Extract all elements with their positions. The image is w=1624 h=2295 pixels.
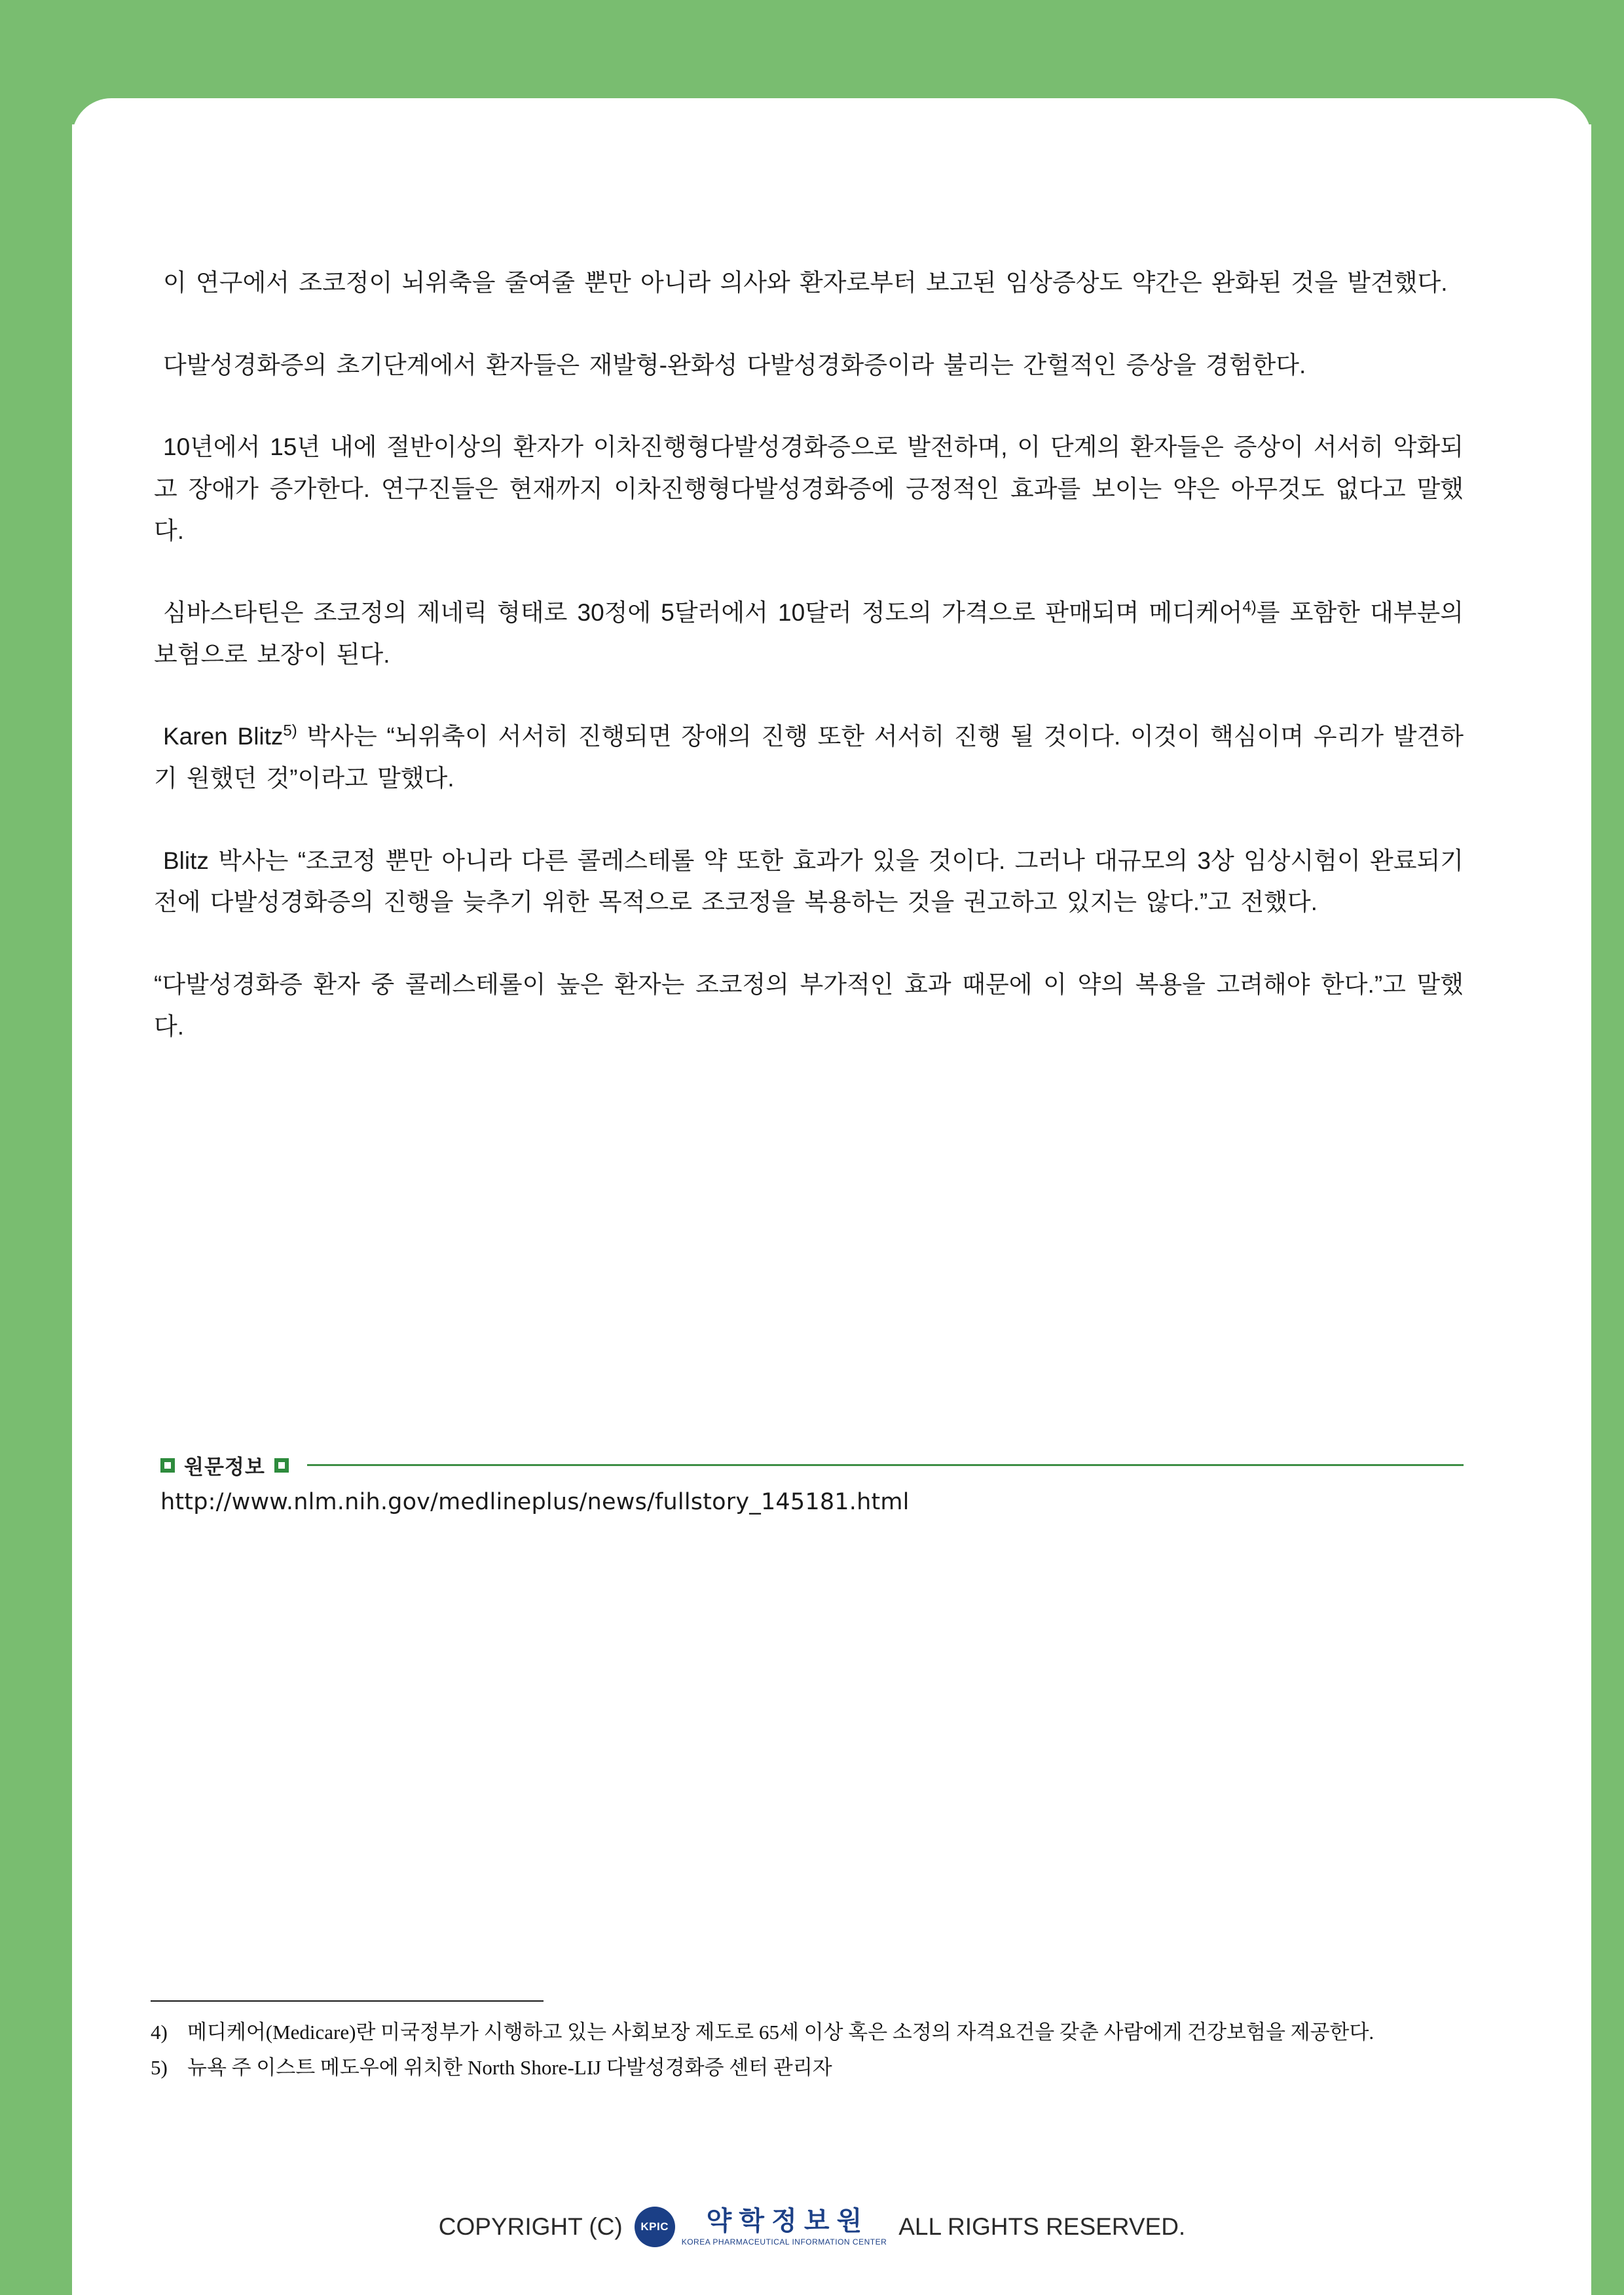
paragraph: Blitz 박사는 “조코정 뿐만 아니라 다른 콜레스테롤 약 또한 효과가 있을 것이다. 그러나 대규모의 3상 임상시험이 완료되기 전에 다발성경화증의 진행을 늦추기 위한 목적으로 조코정을 복용하는 것을 권고하고 있지는 않다.”고 전했다.	[154, 847, 1464, 916]
copyright-right: ALL RIGHTS RESERVED.	[898, 2213, 1186, 2240]
source-header	[160, 1450, 1464, 1480]
footnote-divider	[151, 2000, 544, 2002]
page-footer	[0, 2207, 1624, 2247]
diamond-bullet-icon	[160, 1458, 175, 1473]
kpic-seal-icon: KPIC	[635, 2207, 675, 2247]
footnote-item	[151, 2051, 1467, 2084]
source-label: 원문정보	[184, 1456, 265, 1478]
footnote-item	[151, 2016, 1467, 2049]
green-left-band	[0, 0, 72, 2295]
paragraph: “다발성경화증 환자 중 콜레스테롤이 높은 환자는 조코정의 부가적인 효과 때문에 이 약의 복용을 고려해야 한다.”고 말했다.	[154, 970, 1464, 1040]
copyright-left: COPYRIGHT (C)	[438, 2213, 623, 2240]
source-url[interactable]: http://www.nlm.nih.gov/medlineplus/news/fullstory_145181.html	[160, 1489, 910, 1515]
paragraph: Karen Blitz$^{5)}$ 박사는 “뇌위축이 서서히 진행되면 장애의 진행 또한 서서히 진행 될 것이다. 이것이 핵심이며 우리가 발견하기 원했던 것”이라고 말했다.	[154, 722, 1464, 792]
footnote-text: 메디케어(Medicare)란 미국정부가 시행하고 있는 사회보장 제도로 65세 이상 혹은 소정의 자격요건을 갖춘 사람에게 건강보험을 제공한다.	[187, 2021, 1375, 2044]
footnote-section	[151, 2000, 1467, 2086]
kpic-korean-name: 약 학 정 보 원	[706, 2206, 862, 2235]
paragraph: 심바스타틴은 조코정의 제네릭 형태로 30정에 5달러에서 10달러 정도의 가격으로 판매되며 메디케어$^{4)}$를 포함한 대부분의 보험으로 보장이 된다.	[154, 598, 1464, 668]
diamond-bullet-icon	[274, 1458, 289, 1473]
footnote-text: 뉴욕 주 이스트 메도우에 위치한 North Shore-LIJ 다발성경화증 센터 관리자	[187, 2055, 832, 2079]
footnote-number: 5)	[151, 2055, 168, 2079]
footnote-number: 4)	[151, 2021, 168, 2044]
paragraph: 다발성경화증의 초기단계에서 환자들은 재발형-완화성 다발성경화증이라 불리는 간헐적인 증상을 경험한다.	[163, 351, 1306, 378]
paragraph: 10년에서 15년 내에 절반이상의 환자가 이차진행형다발성경화증으로 발전하며, 이 단계의 환자들은 증상이 서서히 악화되고 장애가 증가한다. 연구진들은 현재까지 이차진행형다발성경화증에 긍정적인 효과를 보이는 약은 아무것도 없다고 말했다.	[154, 433, 1464, 544]
document-body	[154, 262, 1464, 1088]
kpic-english-name: KOREA PHARMACEUTICAL INFORMATION CENTER	[681, 2237, 887, 2247]
kpic-wordmark	[682, 2208, 887, 2247]
green-right-band	[1591, 0, 1624, 2295]
source-divider	[307, 1464, 1464, 1466]
paragraph: 이 연구에서 조코정이 뇌위축을 줄여줄 뿐만 아니라 의사와 환자로부터 보고된 임상증상도 약간은 완화된 것을 발견했다.	[163, 269, 1448, 296]
kpic-logo	[635, 2207, 887, 2247]
source-section	[160, 1450, 1464, 1515]
